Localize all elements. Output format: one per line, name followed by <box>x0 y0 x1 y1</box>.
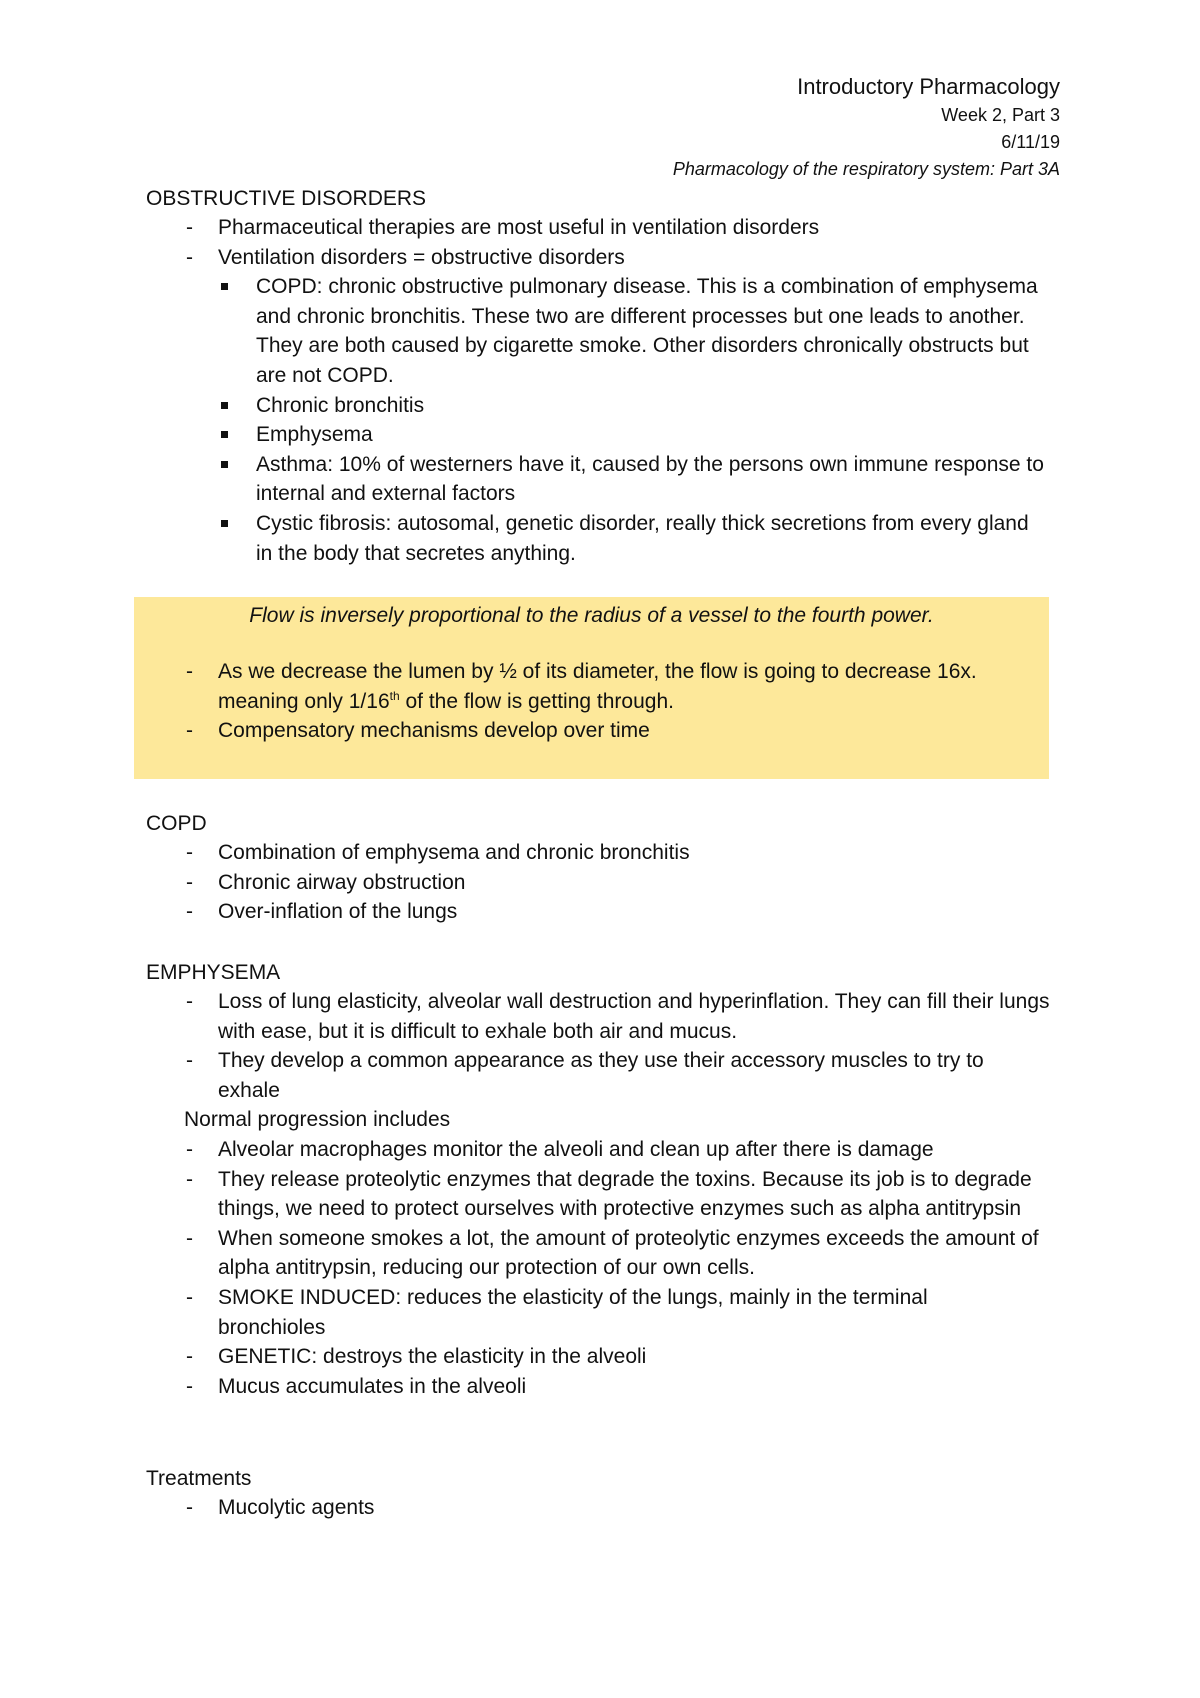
list-item <box>146 838 1066 868</box>
sub-list-item <box>146 450 1066 509</box>
week-label: Week 2, Part 3 <box>941 105 1060 125</box>
list-item <box>146 987 1066 1046</box>
topic-subtitle: Pharmacology of the respiratory system: Part 3A <box>672 159 1060 179</box>
square-bullet-icon <box>221 461 228 468</box>
obstructive-section <box>146 184 1066 568</box>
dash-bullet: - <box>186 1137 193 1161</box>
dash-bullet: - <box>186 216 193 239</box>
obstructive-sublist <box>146 272 1066 568</box>
list-item-text: Ventilation disorders = obstructive disorders <box>218 245 625 269</box>
emphysema-list <box>146 987 1066 1105</box>
list-item <box>146 1342 1066 1372</box>
dash-bullet: - <box>186 1049 193 1073</box>
copd-heading: COPD <box>146 812 207 835</box>
treatments-list <box>146 1493 1066 1523</box>
dash-bullet: - <box>186 870 193 894</box>
square-bullet-icon <box>221 431 228 438</box>
list-item-text: They release proteolytic enzymes that degrade the toxins. Because its job is to degrade things, we need to protect ourselves with protective enzymes such as alpha antitrypsin <box>218 1167 1032 1221</box>
sub-list-item-text: Cystic fibrosis: autosomal, genetic disorder, really thick secretions from every gland in the body that secretes anything. <box>256 511 1029 565</box>
treatments-heading: Treatments <box>146 1467 252 1490</box>
dash-bullet: - <box>186 841 193 864</box>
sub-list-item-text: COPD: chronic obstructive pulmonary disease. This is a combination of emphysema and chronic bronchitis. These two are different processes but one leads to another. They are both caused by cigarette smoke. Other disorders chronically obstructs but are not COPD. <box>256 275 1038 387</box>
list-item-text: Combination of emphysema and chronic bronchitis <box>218 841 690 864</box>
dash-bullet: - <box>186 1496 193 1519</box>
sub-list-item <box>146 420 1066 450</box>
dash-bullet: - <box>186 1285 193 1309</box>
list-item <box>146 243 1066 273</box>
list-item <box>146 1493 1066 1523</box>
obstructive-heading: OBSTRUCTIVE DISORDERS <box>146 187 427 210</box>
list-item-text: Compensatory mechanisms develop over time <box>218 719 650 743</box>
list-item-text: Chronic airway obstruction <box>218 870 466 894</box>
highlight-callout <box>134 597 1049 779</box>
sub-list-item <box>146 391 1066 421</box>
list-item <box>146 897 1066 927</box>
list-item-text: Loss of lung elasticity, alveolar wall destruction and hyperinflation. They can fill their lungs with ease, but it is difficult to exhale both air and mucus. <box>218 990 1050 1043</box>
list-item-text: When someone smokes a lot, the amount of proteolytic enzymes exceeds the amount of alpha antitrypsin, reducing our protection of our own cells. <box>218 1226 1039 1280</box>
obstructive-list <box>146 213 1066 272</box>
course-title: Introductory Pharmacology <box>797 74 1060 99</box>
list-item-text: GENETIC: destroys the elasticity in the alveoli <box>218 1345 647 1369</box>
list-item <box>146 1135 1066 1165</box>
document-header <box>580 72 1060 183</box>
dash-bullet: - <box>186 1226 193 1250</box>
dash-bullet: - <box>186 1374 193 1398</box>
list-item <box>146 1165 1066 1224</box>
square-bullet-icon <box>221 520 228 527</box>
dash-bullet: - <box>186 245 193 269</box>
treatments-section <box>146 1464 1066 1523</box>
normal-progression-label: Normal progression includes <box>184 1108 451 1132</box>
list-item <box>146 1224 1066 1283</box>
callout-superscript: th <box>389 688 400 703</box>
callout-list <box>146 657 1046 746</box>
list-item-text: Mucus accumulates in the alveoli <box>218 1374 527 1398</box>
sub-list-item <box>146 509 1066 568</box>
callout-text-part2: of the flow is getting through. <box>399 689 674 713</box>
dash-bullet: - <box>186 719 193 743</box>
list-item <box>146 1283 1066 1342</box>
dash-bullet: - <box>186 1167 193 1191</box>
dash-bullet: - <box>186 900 193 924</box>
list-item <box>146 1046 1066 1105</box>
list-item <box>146 657 1046 716</box>
callout-text-part1: As we decrease the lumen by ½ of its diameter, the flow is going to decrease 16x. meaning only 1/16 <box>218 660 977 713</box>
list-item <box>146 868 1066 898</box>
list-item-text: Mucolytic agents <box>218 1496 375 1519</box>
dash-bullet: - <box>186 990 193 1013</box>
list-item-text: They develop a common appearance as they use their accessory muscles to try to exhale <box>218 1049 984 1102</box>
list-item-text: Over-inflation of the lungs <box>218 900 458 924</box>
list-item-text: SMOKE INDUCED: reduces the elasticity of the lungs, mainly in the terminal bronchioles <box>218 1285 928 1339</box>
copd-section <box>146 809 1066 927</box>
square-bullet-icon <box>221 402 228 409</box>
dash-bullet: - <box>186 660 193 683</box>
sub-list-item-text: Chronic bronchitis <box>256 393 425 417</box>
sub-list-item-text: Emphysema <box>256 423 373 447</box>
list-item-text: Pharmaceutical therapies are most useful in ventilation disorders <box>218 216 820 239</box>
square-bullet-icon <box>221 283 228 290</box>
emphysema-heading: EMPHYSEMA <box>146 961 281 984</box>
normal-progression-list <box>146 1135 1066 1401</box>
list-item-text: Alveolar macrophages monitor the alveoli and clean up after there is damage <box>218 1137 934 1161</box>
copd-list <box>146 838 1066 927</box>
list-item <box>146 1372 1066 1402</box>
callout-principle: Flow is inversely proportional to the radius of a vessel to the fourth power. <box>249 604 934 627</box>
list-item <box>146 716 1046 746</box>
date-label: 6/11/19 <box>1001 132 1060 152</box>
sub-list-item <box>146 272 1066 390</box>
sub-list-item-text: Asthma: 10% of westerners have it, caused by the persons own immune response to internal and external factors <box>256 452 1044 506</box>
list-item <box>146 213 1066 243</box>
emphysema-section <box>146 958 1066 1401</box>
dash-bullet: - <box>186 1345 193 1369</box>
